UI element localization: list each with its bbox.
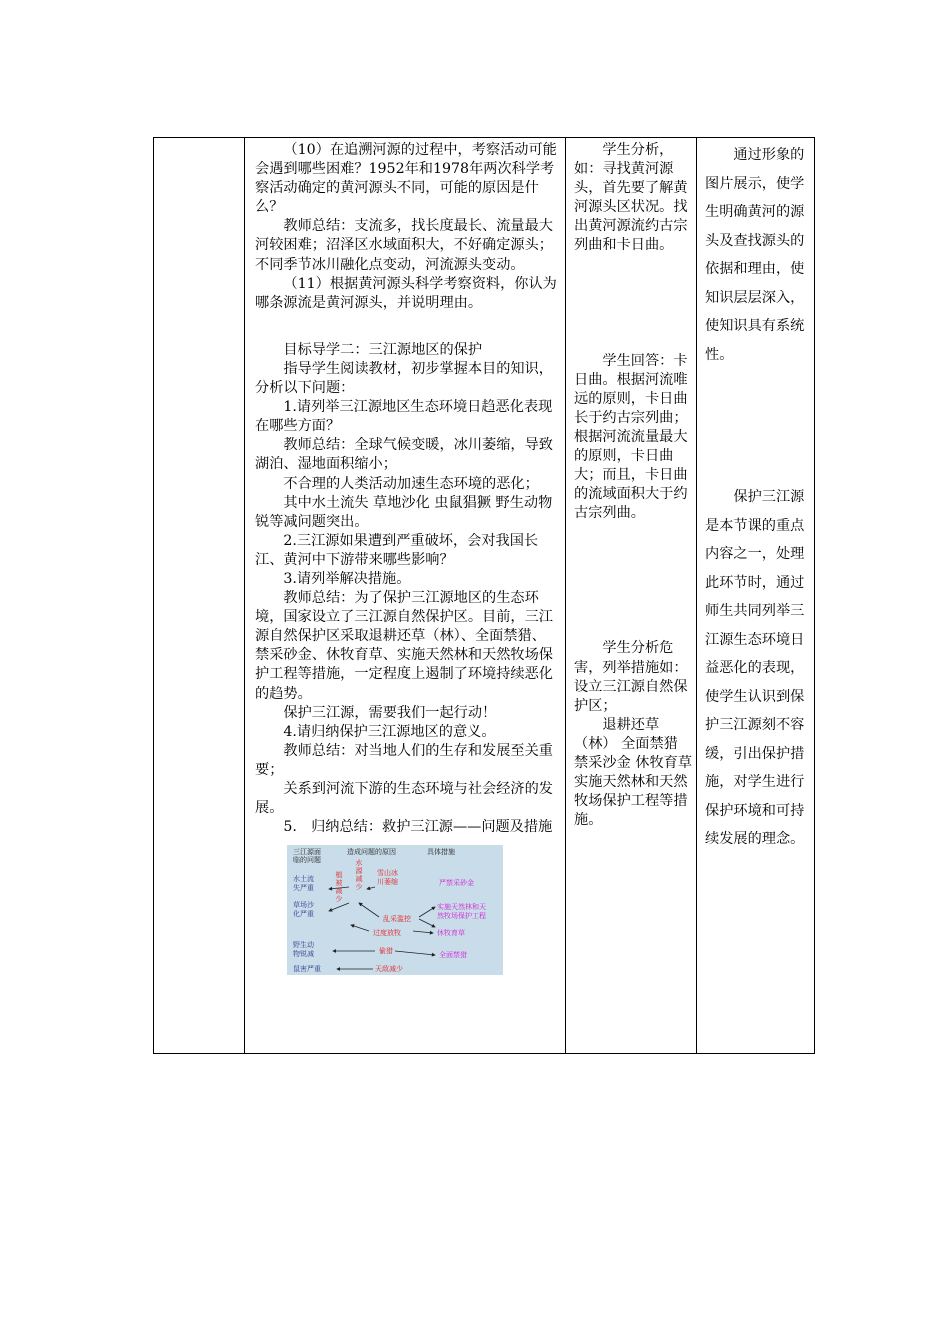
question-10: （10）在追溯河源的过程中，考察活动可能会遇到哪些困难？1952年和1978年两次科学考察活动确定的黄河源头不同，可能的原因是什么？	[255, 142, 557, 216]
problem-wildlife-2: 物锐减	[293, 950, 314, 959]
cause-mining: 乱采滥挖	[383, 915, 411, 924]
column-teaching-process	[245, 138, 566, 1054]
student-measures: 退耕还草（林） 全面禁猎 禁采沙金 休牧育草 实施天然林和天然牧场保护工程等措施。	[574, 716, 693, 829]
diagram-header-measures: 具体措施	[427, 848, 455, 857]
design-intent-1: 通过形象的图片展示，使学生明确黄河的源头及查找源头的依据和理由，使知识层层深入，使知识具有系统性。	[705, 147, 805, 363]
column-student-activity	[566, 138, 697, 1054]
teacher-summary-2: 教师总结：全球气候变暖，冰川萎缩，导致湖泊、湿地面积缩小；	[255, 437, 553, 473]
call-to-action: 保护三江源，需要我们一起行动！	[283, 704, 497, 721]
cause-poaching: 偷猎	[379, 947, 393, 956]
measure-gold-mining-ban: 严禁采砂金	[439, 879, 474, 888]
cause-glacier-2: 川萎缩	[377, 878, 398, 887]
lesson-plan-table	[153, 137, 815, 1054]
problem-soil-erosion-2: 失严重	[293, 884, 314, 893]
student-analysis-1: 学生分析，如：寻找黄河源头，首先要了解黄河源头区状况。找出黄河源流约古宗列曲和卡日曲。	[574, 142, 688, 254]
measure-grazing-rest: 休牧育草	[437, 929, 465, 938]
column-blank	[154, 138, 245, 1054]
cause-overgrazing: 过度放牧	[373, 929, 401, 938]
teacher-summary-1: 教师总结：支流多，找长度最长、流量最大河较困难；沼泽区水域面积大，不好确定源头；不同季节冰川融化点变动，河流源头变动。	[255, 218, 553, 273]
student-analysis-2: 学生分析危害，列举措施如：设立三江源自然保护区；	[574, 640, 688, 714]
column-design-intent	[697, 138, 815, 1054]
problem-measure-diagram	[287, 845, 503, 975]
question-11: （11）根据黄河源头科学考察资料，你认为哪条源流是黄河源头，并说明理由。	[255, 275, 557, 311]
student-answer: 学生回答：卡日曲。根据河流唯远的原则，卡日曲长于约古宗列曲；根据河流流量最大的原则，卡日曲大；而且，卡日曲的流域面积大于约古宗列曲。	[574, 352, 688, 522]
diagram-header-problems: 三江源面	[293, 848, 321, 857]
problem-desertification-1: 草场沙	[293, 901, 314, 910]
cause-water: 水源减少	[355, 859, 363, 892]
cause-vegetation: 植被减少	[335, 871, 343, 904]
question-3: 3.请列举解决措施。	[283, 570, 411, 587]
teacher-summary-4: 教师总结：对当地人们的生存和发展至关重要；	[255, 742, 553, 778]
teacher-summary-3: 教师总结：为了保护三江源地区的生态环境，国家设立了三江源自然保护区。目前，三江源自然保护区采取退耕还草（林）、全面禁猎、禁采砂金、休牧育草、实施天然林和天然牧场保护工程等措施，一定程度上遏制了环境持续恶化的趋势。	[255, 590, 553, 702]
measure-forest-protection-1: 实施天然林和天	[437, 903, 486, 912]
design-intent-2: 保护三江源是本节课的重点内容之一，处理此环节时，通过师生共同列举三江源生态环境日益恶化的表现，使学生认识到保护三江源刻不容缓，引出保护措施，对学生进行保护环境和可持续发展的理念。	[705, 489, 805, 847]
problem-soil-erosion-1: 水土流	[293, 875, 314, 884]
measure-hunting-ban: 全面禁猎	[439, 951, 467, 960]
question-5: 5. 归纳总结：救护三江源——问题及措施	[283, 819, 553, 836]
question-1: 1.请列举三江源地区生态环境日趋恶化表现在哪些方面？	[255, 399, 553, 435]
summary-downstream: 关系到河流下游的生态环境与社会经济的发展。	[255, 781, 553, 817]
problem-rodents: 鼠害严重	[293, 965, 321, 974]
question-2: 2.三江源如果遭到严重破坏，会对我国长江、黄河中下游带来哪些影响？	[255, 532, 539, 568]
guide-text: 指导学生阅读教材，初步掌握本目的知识，分析以下问题：	[255, 360, 553, 397]
cause-predators: 天敌减少	[375, 965, 403, 974]
diagram-header-causes: 造成问题的原因	[347, 848, 396, 857]
problem-desertification-2: 化严重	[293, 910, 314, 919]
goal-heading-2: 目标导学二：三江源地区的保护	[283, 341, 483, 358]
problem-wildlife-1: 野生动	[293, 941, 314, 950]
summary-problems: 其中水土流失 草地沙化 虫鼠猖獗 野生动物锐等减问题突出。	[255, 494, 553, 530]
measure-forest-protection-2: 然牧场保护工程	[437, 912, 486, 921]
cause-glacier-1: 雪山冰	[377, 869, 398, 878]
summary-human-activity: 不合理的人类活动加速生态环境的恶化；	[283, 475, 539, 492]
question-4: 4.请归纳保护三江源地区的意义。	[283, 723, 496, 740]
diagram-header-problems-2: 临的问题	[293, 856, 321, 865]
